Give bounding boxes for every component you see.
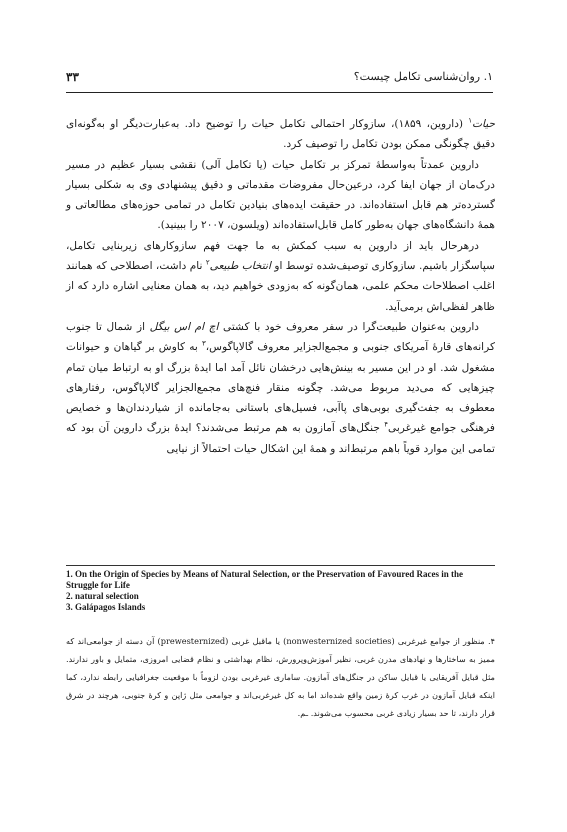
text-run: انتخاب طبیعی [209, 260, 271, 273]
footnote-4: ۴. منظور از جوامع غیرغربی (nonwesternized societies) یا ماقبل غربی (prewesternized) آن دسته از جوامعی‌اند که ممیز به ساختارها و نهادهای مدرن غربی، نظیر آموزش‌وپرورش، نظام بهداشتی و نظام قضایی امروزی، متمایل و باور ندارند. مثل قبایل آفریقایی یا قبایل ساکن در جنگل‌های آمازون. ساماری غیرغربی بودن لزوماً با موقعیت جغرافیایی رابطه ندارد، کما اینکه قبایل آمازون در غرب کرهٔ زمین واقع شده‌اند اما به کل غیرغربی‌اند و جوامعی مثل ژاپن و کرهٔ جنوبی، هرچند در شرق قرار دارند، تا حد بسیار زیادی غربی محسوب می‌شوند. ـم. [66, 636, 495, 718]
text-run: جنگل‌های آمازون به هم مرتبط می‌شدند؟ ایدهٔ بزرگ داروین آن بود که تمامی این موارد قویاً باهم مرتبط‌اند و همهٔ این اشکال حیات احتمالاً از نیایی [66, 422, 495, 455]
footnotes-persian [66, 632, 495, 722]
main-text [66, 114, 495, 459]
running-header [66, 70, 493, 90]
text-run: حیات [472, 118, 495, 130]
header-rule [66, 92, 493, 93]
footnote-1: 1. On the Origin of Species by Means of Natural Selection, or the Preservation of Favoured Races in the Struggle for Life [66, 569, 463, 590]
footnote-marker[interactable]: ۳ [201, 339, 206, 348]
text-run: (داروین، ۱۸۵۹)، سازوکار احتمالی تکامل حیات را توضیح داد. به‌عبارت‌دیگر او به‌گونه‌ای دقیق چگونگی ممکن بودن تکامل را توصیف کرد. [66, 118, 495, 151]
paragraph-4 [66, 317, 495, 459]
footnote-2: 2. natural selection [66, 591, 139, 601]
page-number: ۳۳ [66, 70, 79, 84]
text-run: به کاوش بر گیاهان و حیوانات مشغول شد. او در این مسیر به بینش‌هایی درخشان نائل آمد اما ایدهٔ بزرگ او به ارتباط میان تمام چیزهایی که می‌دید مربوط می‌شد. چگونه منقار فنچ‌های مجمع‌الجزایر گالاپاگوس، رفتارهای معطوف به جفت‌گیری بوبی‌های پاآبی، فسیل‌های باستانی به‌جامانده از شیاردندان‌ها و خصایص فرهنگی جوامع غیرغربی [66, 341, 495, 435]
footnote-marker[interactable]: ۱ [468, 116, 473, 125]
paragraph-1 [66, 114, 495, 155]
footnote-3: 3. Galápagos Islands [66, 602, 146, 612]
paragraph-3 [66, 236, 495, 317]
footnote-marker[interactable]: ۲ [205, 258, 210, 267]
chapter-title: ۱. روان‌شناسی تکامل چیست؟ [353, 70, 493, 83]
text-run: داروین عمدتاً به‌واسطهٔ تمرکز بر تکامل حیات (یا تکامل آلی) نقشی بسیار عظیم در مسیر درک‌مان از جهان ایفا کرد، درعین‌حال مفروضات مقدماتی و دقیق پیشنهادی وی به شکلی بسیار گسترده‌تر هم قابل استفاده‌اند. در حقیقت ایده‌های بنیادین تکامل در تمامی حوزه‌های مطالعاتی و همهٔ دانشگاه‌های جهان به‌طور کامل قابل‌استفاده‌اند (ویلسون، ۲۰۰۷ را ببینید). [66, 158, 495, 232]
text-run: نام داشت، اصطلاحی که همانند اغلب اصطلاحات محکم علمی، همان‌گونه که به‌زودی خواهیم دید، به همان معنایی اشاره دارد که از ظاهر لفظی‌اش برمی‌آید. [66, 260, 495, 313]
footnote-marker[interactable]: ۴ [384, 420, 388, 429]
footnotes-english [66, 569, 495, 613]
footnote-rule [66, 565, 495, 566]
text-run: داروین به‌عنوان طبیعت‌گرا در سفر معروف خود با کشتی [218, 320, 479, 333]
text-run: از شمال تا جنوب کرانه‌های قارهٔ آمریکای جنوبی و مجمع‌الجزایر معروف گالاپاگوس، [66, 320, 495, 354]
text-run: اچ ام اس بیگل [149, 320, 219, 333]
paragraph-2 [66, 155, 495, 236]
text-run: درهرحال باید از داروین به سبب کمکش به ما جهت فهم سازوکارهای زیربنایی تکامل، سپاسگزار باشیم. سازوکاری توصیف‌شده توسط او [66, 239, 495, 273]
